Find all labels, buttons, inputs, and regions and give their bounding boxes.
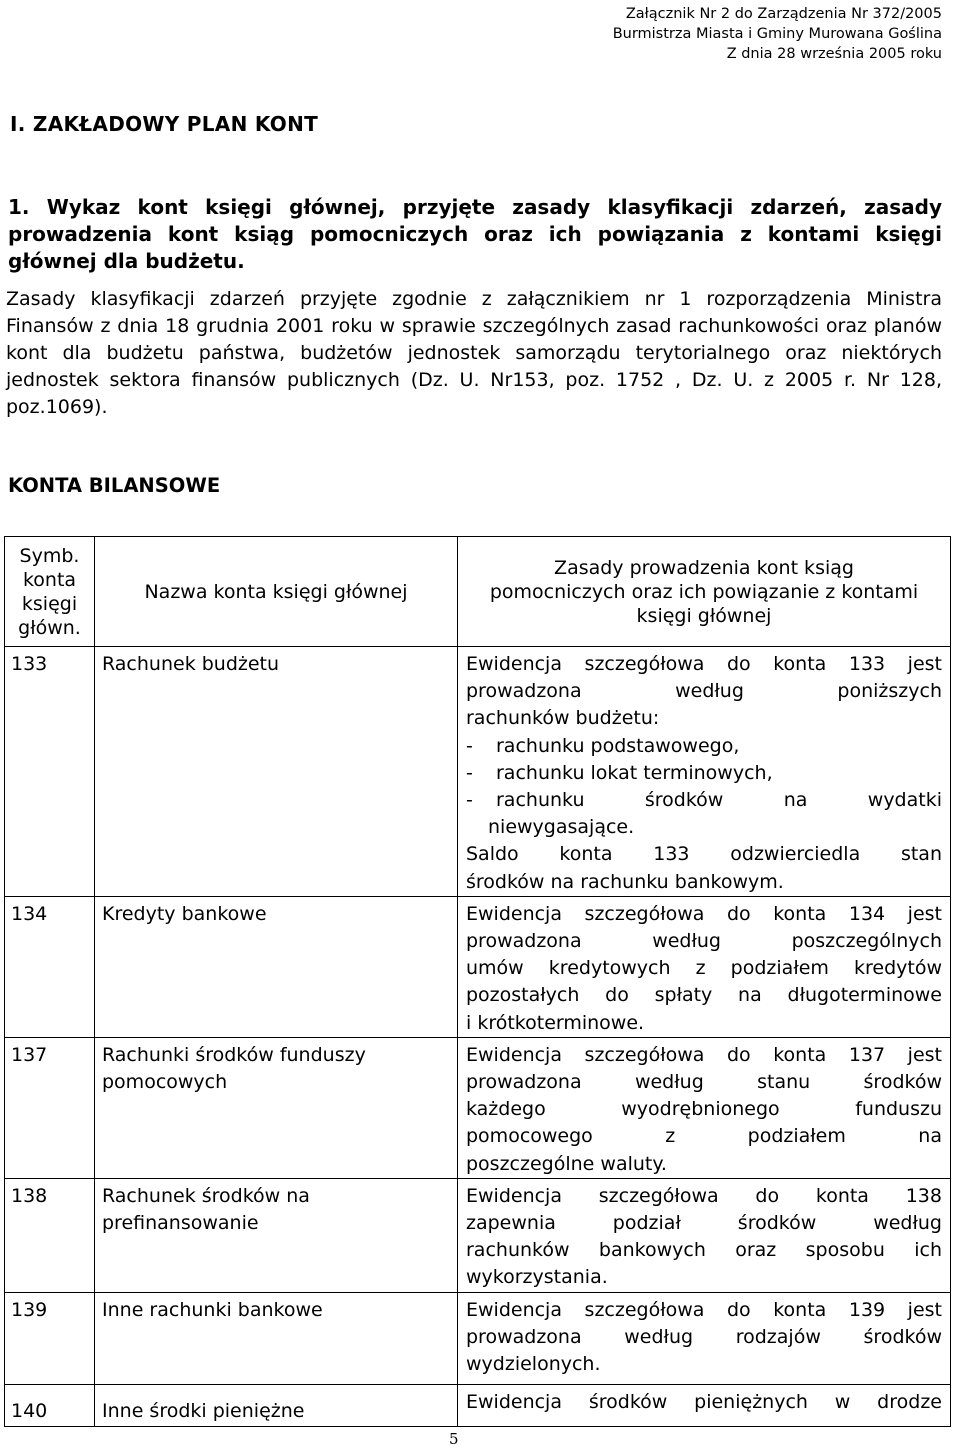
bullet-dash: - — [466, 734, 473, 757]
table-row — [5, 1178, 951, 1292]
rules-line: Ewidencja szczegółowa do konta 134 jest — [466, 902, 942, 925]
table-row — [5, 647, 951, 897]
account-symbol: 140 — [5, 1384, 95, 1426]
bullet-continuation: niewygasające. — [488, 816, 635, 839]
account-name: Rachunek budżetu — [95, 647, 458, 897]
table-header-row — [5, 537, 951, 647]
rules-line: poszczególne waluty. — [466, 1152, 667, 1175]
rules-line: umów kredytowych z podziałem kredytów — [466, 957, 942, 980]
header-line: Burmistrza Miasta i Gminy Murowana Goślina — [612, 26, 942, 42]
rules-line: środków na rachunku bankowym. — [466, 870, 784, 893]
rules-line: prowadzona według poniższych — [466, 680, 942, 703]
account-rules — [458, 896, 951, 1037]
rules-line: zapewnia podział środków według — [466, 1212, 942, 1235]
bullet-text: rachunku środków na wydatki — [496, 789, 942, 812]
account-symbol: 134 — [5, 896, 95, 1037]
account-name: Inne rachunki bankowe — [95, 1292, 458, 1384]
rules-line: Ewidencja środków pieniężnych w drodze — [466, 1390, 942, 1413]
rules-line: każdego wyodrębnionego funduszu — [466, 1098, 942, 1121]
rules-line: wydzielonych. — [466, 1353, 601, 1376]
rules-line: Saldo konta 133 odzwierciedla stan — [466, 843, 942, 866]
rules-line: rachunków budżetu: — [466, 707, 660, 730]
bullet-text: rachunku podstawowego, — [496, 734, 740, 757]
account-rules — [458, 1292, 951, 1384]
header-name: Nazwa konta księgi głównej — [95, 537, 458, 647]
rules-line: pomocowego z podziałem na — [466, 1125, 942, 1148]
account-rules — [458, 647, 951, 897]
konta-bilansowe-heading: KONTA BILANSOWE — [8, 474, 221, 497]
account-symbol: 138 — [5, 1178, 95, 1292]
rules-line: wykorzystania. — [466, 1266, 608, 1289]
rules-line: prowadzona według stanu środków — [466, 1071, 942, 1094]
document-title: I. ZAKŁADOWY PLAN KONT — [10, 112, 319, 136]
rules-line: i krótkoterminowe. — [466, 1011, 645, 1034]
page-number: 5 — [449, 1430, 459, 1448]
bullet-item — [466, 733, 942, 760]
account-rules — [458, 1178, 951, 1292]
intro-paragraph: Zasady klasyfikacji zdarzeń przyjęte zgodnie z załącznikiem nr 1 rozporządzenia Ministra Finansów z dnia 18 grudnia 2001 roku w sprawie szczególnych zasad rachunkowości oraz planów kont dla budżetu państwa, budżetów jednostek samorządu terytorialnego oraz niektórych jednostek sektora finansów publicznych (Dz. U. Nr153, poz. 1752 , Dz. U. z 2005 r. Nr 128, poz.1069). — [6, 288, 942, 418]
account-symbol: 133 — [5, 647, 95, 897]
bullet-text: rachunku lokat terminowych, — [496, 761, 773, 784]
rules-line: Ewidencja szczegółowa do konta 139 jest — [466, 1298, 942, 1321]
rules-line: prowadzona według poszczególnych — [466, 930, 942, 953]
table-row — [5, 1037, 951, 1178]
account-rules — [458, 1037, 951, 1178]
table-row — [5, 896, 951, 1037]
bullet-dash: - — [466, 789, 473, 812]
table-row — [5, 1384, 951, 1426]
table-row — [5, 1292, 951, 1384]
header-rules: Zasady prowadzenia kont ksiąg pomocniczych oraz ich powiązanie z kontami księgi głównej — [458, 537, 951, 647]
account-symbol: 139 — [5, 1292, 95, 1384]
bullet-item — [466, 760, 942, 787]
account-name: Kredyty bankowe — [95, 896, 458, 1037]
section-title: 1. Wykaz kont księgi głównej, przyjęte zasady klasyfikacji zdarzeń, zasady prowadzenia kont ksiąg pomocniczych oraz ich powiązania z kontami księgi głównej dla budżetu. — [8, 195, 942, 273]
header-line: Z dnia 28 września 2005 roku — [726, 46, 942, 62]
header-symbol: Symb. konta księgi główn. — [5, 537, 95, 647]
rules-line: pozostałych do spłaty na długoterminowe — [466, 984, 942, 1007]
bullet-item — [466, 787, 942, 814]
account-name: Rachunek środków na prefinansowanie — [95, 1178, 458, 1292]
account-name: Inne środki pieniężne — [95, 1384, 458, 1426]
attachment-header — [613, 4, 942, 64]
rules-line: rachunków bankowych oraz sposobu ich — [466, 1239, 942, 1262]
rules-line: prowadzona według rodzajów środków — [466, 1325, 942, 1348]
rules-line: Ewidencja szczegółowa do konta 137 jest — [466, 1043, 942, 1066]
rules-line: Ewidencja szczegółowa do konta 138 — [466, 1184, 942, 1207]
bullet-dash: - — [466, 761, 473, 784]
accounts-table — [4, 536, 951, 1427]
account-symbol: 137 — [5, 1037, 95, 1178]
account-name: Rachunki środków funduszy pomocowych — [95, 1037, 458, 1178]
rules-line: Ewidencja szczegółowa do konta 133 jest — [466, 653, 942, 675]
header-line: Załącznik Nr 2 do Zarządzenia Nr 372/2005 — [625, 6, 942, 22]
account-rules — [458, 1384, 951, 1426]
